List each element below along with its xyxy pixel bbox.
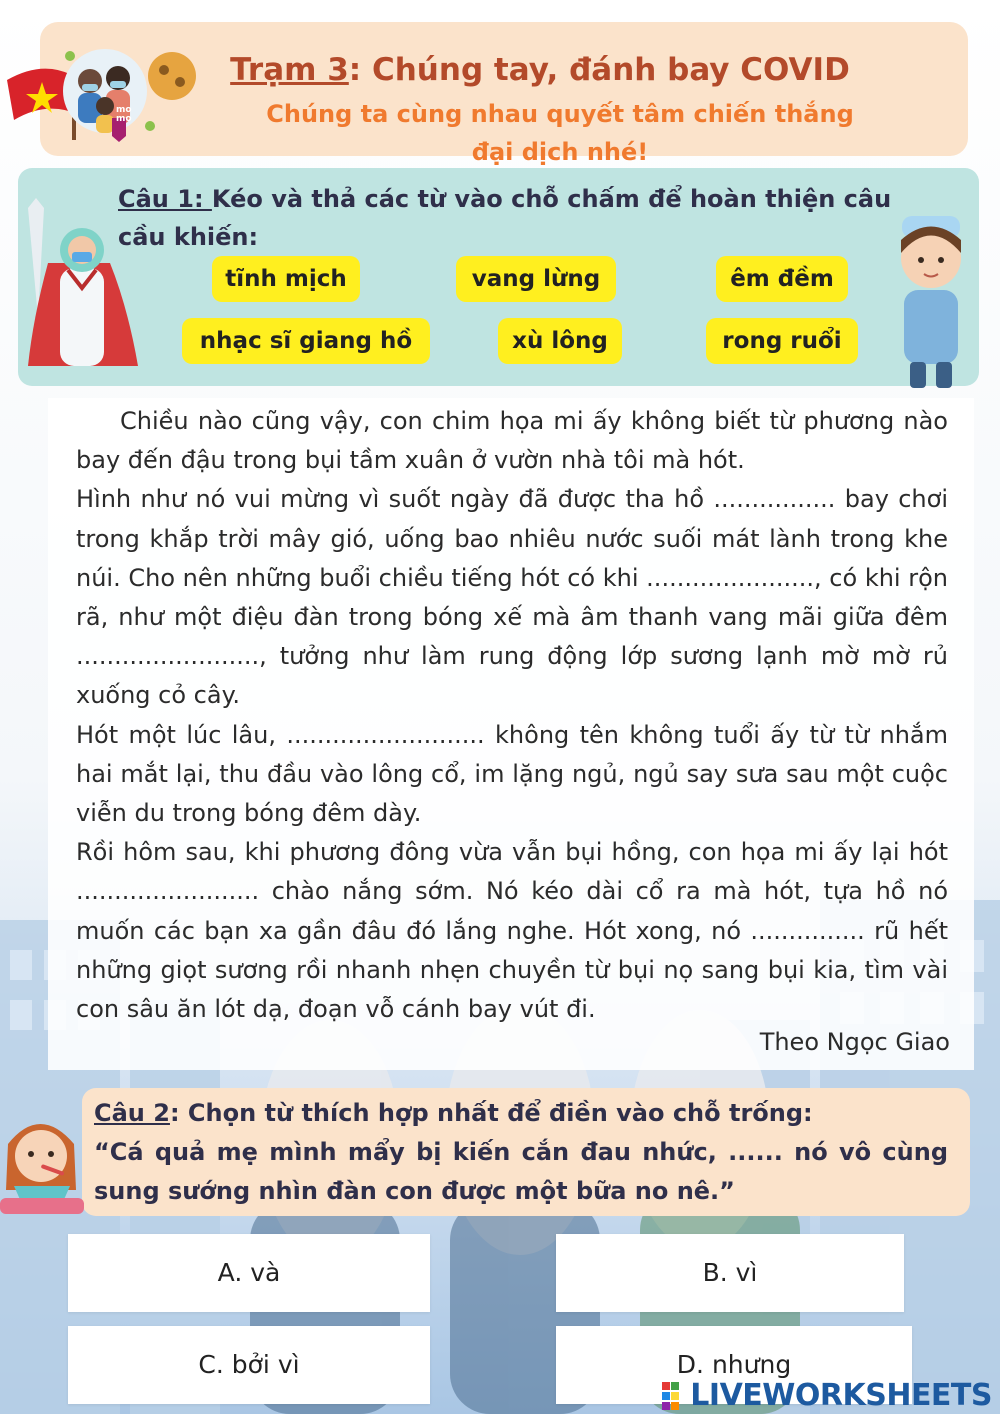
answer-option-c[interactable]: C. bởi vì xyxy=(68,1326,430,1404)
page-subtitle xyxy=(200,95,920,171)
passage-paragraph: Hót một lúc lâu, .......................... không tên không tuổi ấy từ từ nhắm hai mắt lại, thu đầu vào lông cổ, im lặng ngủ, ngủ say sưa sau một cuộc viễn du trong bóng đêm dày. xyxy=(76,720,948,828)
momo-badge: mo mo xyxy=(116,105,132,124)
subtitle-line-2: đại dịch nhé! xyxy=(471,138,649,166)
question-2-panel xyxy=(82,1088,970,1216)
question-2-sentence: “Cá quả mẹ mình mẩy bị kiến cắn đau nhức, ...... nó vô cùng sung sướng nhìn đàn con được một bữa no nê.” xyxy=(94,1138,948,1205)
passage-paragraph: Chiều nào cũng vậy, con chim họa mi ấy không biết từ phương nào bay đến đậu trong bụi tầm xuân ở vườn nhà tôi mà hót. xyxy=(76,407,948,475)
page-title xyxy=(230,52,850,88)
passage-author: Theo Ngọc Giao xyxy=(759,1028,950,1056)
passage-paragraph: Rồi hôm sau, khi phương đông vừa vẫn bụi hồng, con họa mi ấy lại hót ........................ chào nắng sớm. Nó kéo dài cổ ra mà hót, tựa hồ nó muốn các bạn xa gần đâu đó lắng nghe. Hót xong, nó ............... rũ hết những giọt sương rồi nhanh nhẹn chuyền từ bụi nọ sang bụi kia, tìm vài con sâu ăn lót dạ, đoạn vỗ cánh bay vút đi. xyxy=(76,838,948,1024)
word-chip-nhac-si-giang-ho[interactable]: nhạc sĩ giang hồ xyxy=(182,318,430,364)
liveworksheets-logo xyxy=(662,1378,992,1413)
station-label: Trạm 3 xyxy=(230,52,349,88)
word-chip-xu-long[interactable]: xù lông xyxy=(498,318,622,364)
passage-text xyxy=(76,402,948,1029)
word-chip-rong-ruoi[interactable]: rong ruổi xyxy=(706,318,858,364)
question-1-prompt xyxy=(118,180,918,256)
passage-paragraph: Hình như nó vui mừng vì suốt ngày đã được tha hồ ................ bay chơi trong khắp trời mây gió, uống bao nhiêu nước suối mát lành trong khe núi. Cho nên những buổi chiều tiếng hót có khi ......................, có khi rộn rã, như một điệu đàn trong bóng xế mà âm thanh vang mãi giữa đêm ........................, tưởng như làm rung động lớp sương lạnh mờ mờ rủ xuống cỏ cây. xyxy=(76,485,948,710)
subtitle-line-1: Chúng ta cùng nhau quyết tâm chiến thắng xyxy=(266,100,854,128)
reading-passage xyxy=(48,398,974,1070)
answer-option-a[interactable]: A. và xyxy=(68,1234,430,1312)
question-2-prompt: : Chọn từ thích hợp nhất để điền vào chỗ trống: xyxy=(169,1099,813,1127)
question-1-text: Kéo và thả các từ vào chỗ chấm để hoàn thiện câu cầu khiến: xyxy=(118,185,892,251)
family-masks-illustration xyxy=(60,36,210,146)
word-chip-vang-lung[interactable]: vang lừng xyxy=(456,256,616,302)
question-2-label: Câu 2 xyxy=(94,1099,170,1127)
title-text: : Chúng tay, đánh bay COVID xyxy=(348,52,850,88)
answer-option-d[interactable]: D. nhưng xyxy=(556,1326,912,1404)
liveworksheets-wordmark: LIVEWORKSHEETS xyxy=(690,1378,992,1413)
question-1-panel xyxy=(18,168,979,386)
word-chip-em-dem[interactable]: êm đềm xyxy=(716,256,848,302)
sick-girl-thermometer-illustration xyxy=(0,1104,84,1214)
liveworksheets-mark-icon xyxy=(662,1382,688,1412)
question-2-text xyxy=(94,1094,948,1211)
word-chip-tinh-mich[interactable]: tĩnh mịch xyxy=(212,256,360,302)
station-header xyxy=(40,22,968,166)
answer-option-b[interactable]: B. vì xyxy=(556,1234,904,1312)
question-1-label: Câu 1: xyxy=(118,185,212,213)
